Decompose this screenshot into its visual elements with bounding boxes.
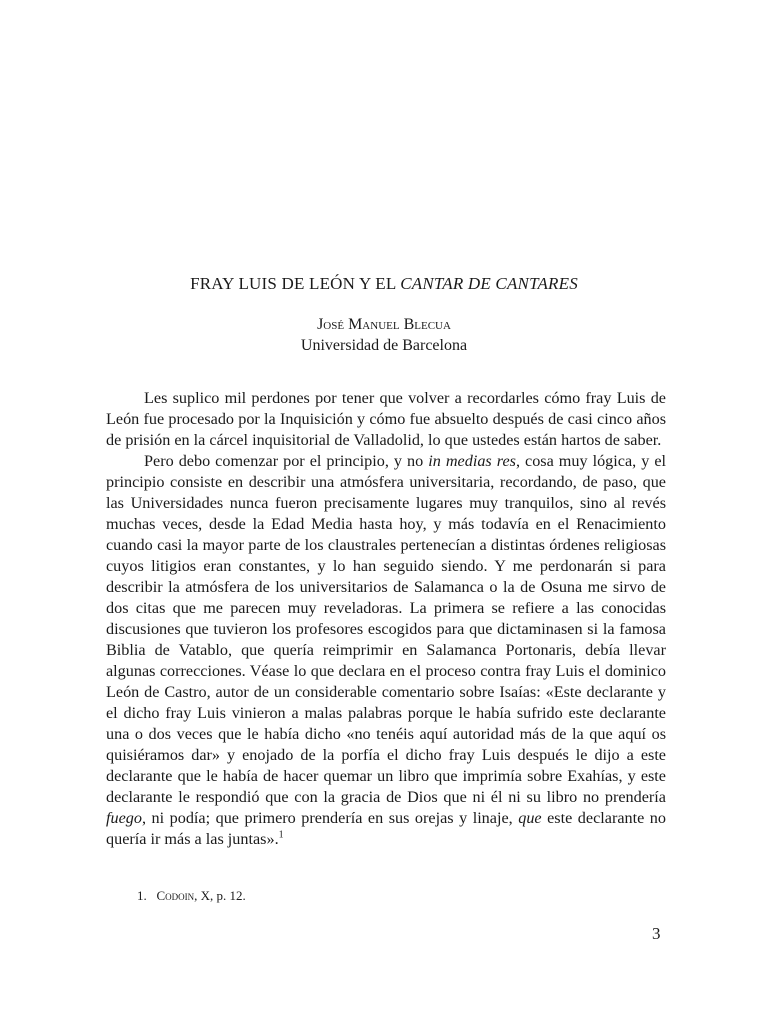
- paragraph-2: [106, 451, 666, 850]
- footnote-reference: 1: [278, 829, 284, 841]
- title-italic: CANTAR DE CANTARES: [400, 274, 578, 293]
- author-name: José Manuel Blecua: [317, 316, 451, 333]
- footnote: [137, 888, 246, 904]
- italic-in-medias-res: in medias res: [428, 452, 516, 470]
- paragraph-2-part-1: Pero debo comenzar por el principio, y no: [144, 452, 429, 470]
- page-number: 3: [652, 924, 661, 943]
- italic-que: que: [518, 809, 542, 827]
- italic-fuego: fuego: [106, 809, 142, 827]
- footnote-rest: , X, p. 12.: [194, 888, 246, 903]
- author-block: [0, 314, 768, 356]
- article-title: [0, 274, 768, 294]
- title-prefix: FRAY LUIS DE LEÓN Y EL: [190, 274, 401, 293]
- body-text: [106, 388, 666, 850]
- author-affiliation: Universidad de Barcelona: [300, 337, 468, 354]
- paragraph-2-part-4: este declarante no quería ir más a las juntas».: [106, 809, 666, 848]
- paragraph-2-part-2: , cosa muy lógica, y el principio consiste en describir una atmósfera universitaria, recordando, de paso, que las Universidades nunca fueron precisamente lugares muy tranquilos, sino al revés muchas veces, desde la Edad Media hasta hoy, y más todavía en el Renacimiento cuando casi la mayor parte de los claustrales pertenecían a distintas órdenes religiosas cuyos litigios eran constantes, y lo han seguido siendo. Y me perdonarán si para describir la atmósfera de los universitarios de Salamanca o la de Osuna me sirvo de dos citas que me parecen muy reveladoras. La primera se refiere a las conocidas discusiones que tuvieron los profesores escogidos para que dictaminasen si la famosa Biblia de Vatablo, que quería reimprimir en Salamanca Portonaris, debía llevar algunas correcciones. Véase lo que declara en el proceso contra fray Luis el dominico León de Castro, autor de un considerable comentario sobre Isaías: «Este declarante y el dicho fray Luis vinieron a malas palabras porque le había sufrido este declarante una o dos veces que le había dicho «no tenéis aquí autoridad más de la que aquí os quisiéramos dar» y enojado de la porfía el dicho fray Luis después le dijo a este declarante que le había de hacer quemar un libro que imprimía sobre Exahías, y este declarante le respondió que con la gracia de Dios que ni él ni su libro no prendería: [106, 452, 667, 806]
- footnote-number: 1.: [137, 888, 147, 903]
- paragraph-2-part-3: , ni podía; que primero prendería en sus orejas y linaje,: [141, 809, 519, 827]
- footnote-source: Codoin: [156, 888, 195, 903]
- paragraph-1: Les suplico mil perdones por tener que volver a recordarles cómo fray Luis de León fue procesado por la Inquisición y cómo fue absuelto después de casi cinco años de prisión en la cárcel inquisitorial de Valladolid, lo que ustedes están hartos de saber.: [106, 389, 666, 449]
